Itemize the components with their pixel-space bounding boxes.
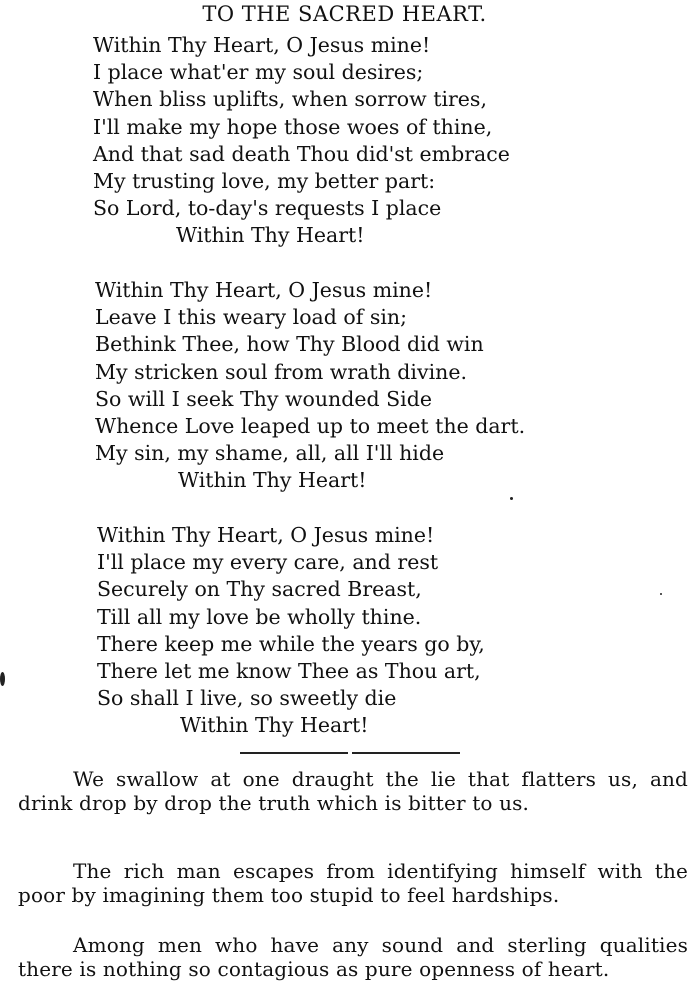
poem-stanza-3 [97,522,485,740]
poem-line: My sin, my shame, all, all I'll hide [95,441,445,466]
poem-line: My trusting love, my better part: [93,168,436,193]
poem-line: Within Thy Heart, O Jesus mine! [93,33,431,57]
poem-title: TO THE SACRED HEART. [202,2,487,26]
poem-line: I'll place my every care, and rest [97,550,439,575]
print-blemish [510,497,513,500]
poem-line: And that sad death Thou did'st embrace [93,141,510,166]
poem-line: Securely on Thy sacred Breast, [97,577,422,602]
maxim-paragraph-3: Among men who have any sound and sterling qualities there is nothing so contagious as pure openness of heart. [18,933,688,981]
poem-refrain: Within Thy Heart! [178,468,367,493]
poem-line: Within Thy Heart, O Jesus mine! [95,278,433,302]
poem-line: So will I seek Thy wounded Side [95,386,432,411]
poem-stanza-2 [95,277,525,495]
poem-line: Within Thy Heart, O Jesus mine! [97,523,435,547]
section-divider-left [240,752,348,754]
maxim-paragraph-2: The rich man escapes from identifying himself with the poor by imagining them too stupid to feel hardships. [18,859,688,907]
poem-line: Bethink Thee, how Thy Blood did win [95,332,484,357]
poem-stanza-1 [93,32,510,250]
poem-line: Whence Love leaped up to meet the dart. [95,413,526,438]
poem-refrain: Within Thy Heart! [176,223,365,248]
maxim-paragraph-1: We swallow at one draught the lie that flatters us, and drink drop by drop the truth which is bitter to us. [18,767,688,815]
section-divider-right [352,752,460,754]
poem-line: There let me know Thee as Thou art, [97,658,481,683]
poem-refrain: Within Thy Heart! [180,713,369,738]
poem-line: I'll make my hope those woes of thine, [93,114,493,139]
print-blemish [0,672,5,686]
print-blemish [660,593,662,595]
poem-line: So shall I live, so sweetly die [97,686,397,711]
poem-line: So Lord, to-day's requests I place [93,196,442,221]
poem-line: Till all my love be wholly thine. [97,604,422,629]
poem-line: Leave I this weary load of sin; [95,305,408,330]
poem-line: When bliss uplifts, when sorrow tires, [93,87,487,112]
poem-line: I place what'er my soul desires; [93,60,424,85]
poem-line: My stricken soul from wrath divine. [95,359,467,384]
poem-line: There keep me while the years go by, [97,631,485,656]
